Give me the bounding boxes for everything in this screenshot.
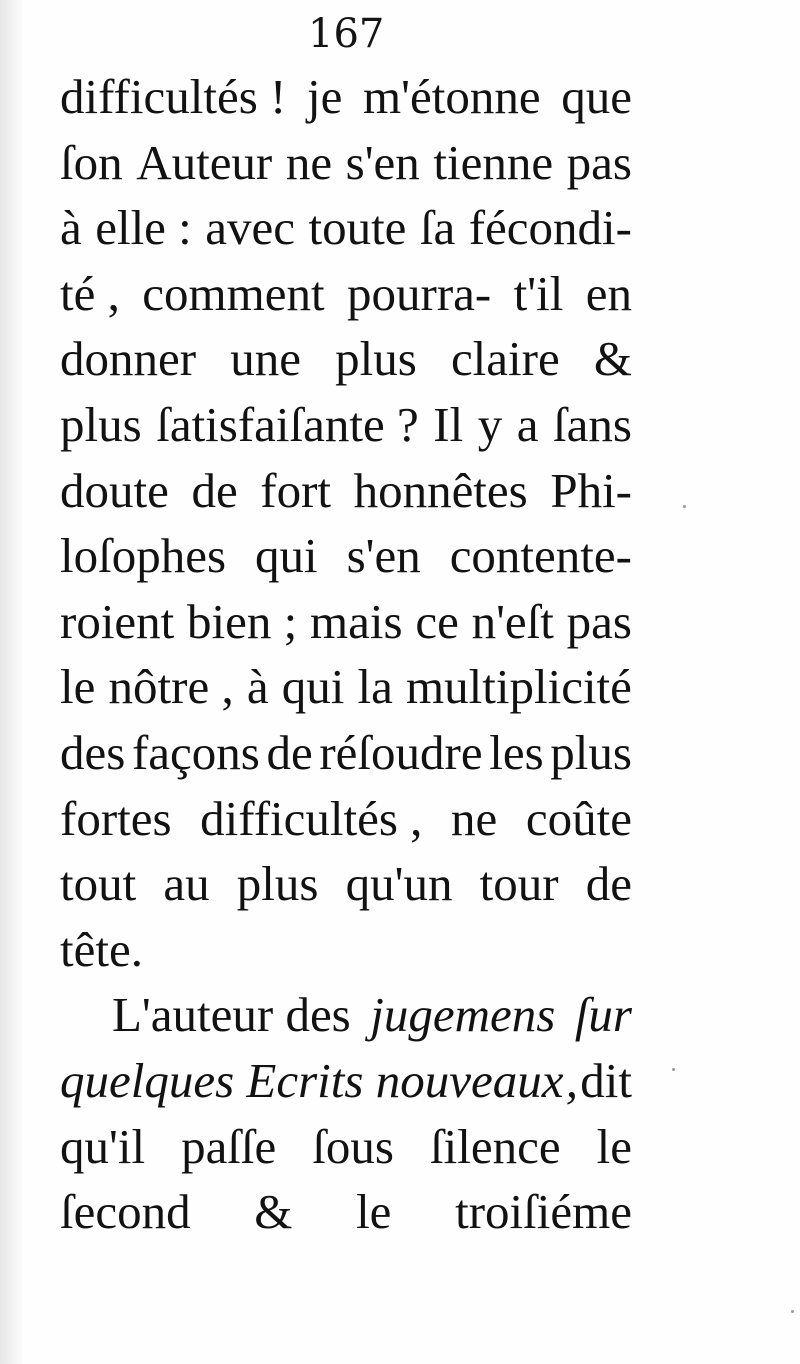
word: pas xyxy=(566,134,632,190)
word: une xyxy=(230,331,301,387)
word: ſatisfaiſante ? xyxy=(156,396,419,452)
word: ſans xyxy=(553,396,632,452)
text-line xyxy=(60,1114,632,1180)
word: réſoudre xyxy=(319,724,483,780)
word: toute xyxy=(308,200,407,256)
text-line xyxy=(60,589,632,655)
word: façons xyxy=(131,724,260,780)
word: té , xyxy=(60,265,120,321)
word: tête. xyxy=(60,921,143,977)
word: qu'il xyxy=(60,1118,146,1174)
text-line xyxy=(60,720,632,786)
text-line xyxy=(60,261,632,327)
word: ne xyxy=(285,134,333,190)
word: au xyxy=(163,856,210,912)
word: de xyxy=(585,856,632,912)
word: des xyxy=(60,724,126,780)
word: s'en xyxy=(345,134,420,190)
text-line xyxy=(60,1048,632,1114)
word: tour xyxy=(479,856,559,912)
word: à xyxy=(60,200,82,256)
text-line xyxy=(60,392,632,458)
word: plus xyxy=(60,396,142,452)
text-segment: dit xyxy=(580,1052,632,1108)
word: je xyxy=(307,69,343,124)
word: y xyxy=(477,396,503,452)
word: ſecond xyxy=(60,1184,191,1240)
word: nôtre , xyxy=(108,659,234,715)
word: contente- xyxy=(449,528,632,584)
word: qui xyxy=(281,659,345,715)
word: elle : xyxy=(95,200,192,256)
word: mais xyxy=(310,593,403,649)
word: t'il xyxy=(513,265,564,321)
text-line xyxy=(60,458,632,524)
word: la xyxy=(357,659,393,715)
word: à xyxy=(246,659,269,715)
text-line xyxy=(60,851,632,917)
italic-segment: jugemens xyxy=(370,987,556,1043)
text-line xyxy=(60,326,632,392)
body-text xyxy=(60,64,632,1245)
word: avec xyxy=(205,200,295,256)
text-line xyxy=(60,1179,632,1245)
word: s'en xyxy=(346,528,421,584)
word: Auteur xyxy=(136,134,273,190)
paper-speck xyxy=(672,1068,675,1071)
word: m'étonne xyxy=(363,69,541,124)
word: ſous xyxy=(312,1118,394,1174)
word: difficultés ! xyxy=(60,69,287,124)
word: de xyxy=(191,462,238,518)
text-segment: L'auteur des xyxy=(112,987,351,1043)
word: a xyxy=(516,396,539,452)
page-number: 167 xyxy=(308,11,385,57)
word: honnêtes xyxy=(353,462,528,518)
text-line xyxy=(60,195,632,261)
word: le xyxy=(596,1118,632,1174)
word: Phi- xyxy=(550,462,632,518)
paragraph-2 xyxy=(60,982,632,1244)
word: doute xyxy=(60,462,169,518)
text-line xyxy=(60,654,632,720)
paper-speck xyxy=(791,1310,794,1313)
word: plus xyxy=(550,724,632,780)
text-line xyxy=(60,523,632,589)
word: fortes xyxy=(60,790,172,846)
word: le xyxy=(356,1184,392,1240)
word: en xyxy=(585,265,632,321)
word: difficultés , xyxy=(200,790,423,846)
word: claire xyxy=(450,331,560,387)
text-line xyxy=(60,786,632,852)
word: tout xyxy=(60,856,137,912)
word: tienne xyxy=(433,134,554,190)
word: que xyxy=(561,69,632,124)
word: comment xyxy=(142,265,325,321)
word: & xyxy=(593,331,632,387)
italic-segment: quelques Ecrits nouveaux xyxy=(60,1052,564,1108)
word: donner xyxy=(60,331,197,387)
word: roient xyxy=(60,593,175,649)
word: coûte xyxy=(525,790,632,846)
text-line xyxy=(60,917,632,983)
paper-speck xyxy=(683,505,686,508)
word: ce xyxy=(415,593,459,649)
word: fécondi- xyxy=(468,200,632,256)
word: plus xyxy=(335,331,417,387)
word: paſſe xyxy=(181,1118,277,1174)
word: & xyxy=(254,1184,293,1240)
word: loſophes xyxy=(60,528,227,584)
word: ne xyxy=(451,790,498,846)
word: troiſiéme xyxy=(455,1184,632,1240)
text-line xyxy=(60,64,632,130)
word: le xyxy=(60,659,96,715)
word: Il xyxy=(433,396,464,452)
word: n'eſt xyxy=(471,593,554,649)
word: pas xyxy=(566,593,632,649)
text-line xyxy=(60,982,632,1048)
word: les xyxy=(489,724,544,780)
paragraph-1 xyxy=(60,64,632,982)
word: qui xyxy=(255,528,318,584)
italic-segment: , xyxy=(565,1052,578,1108)
italic-segment: ſur xyxy=(574,987,632,1043)
word: fort xyxy=(260,462,331,518)
word: ſilence xyxy=(429,1118,561,1174)
gutter-shadow xyxy=(0,0,22,1364)
word: qu'un xyxy=(345,856,453,912)
word: bien ; xyxy=(187,593,298,649)
word: pourra- xyxy=(347,265,492,321)
word: de xyxy=(266,724,313,780)
word: multiplicité xyxy=(406,659,632,715)
word: ſon xyxy=(60,134,123,190)
word: ſa xyxy=(419,200,456,256)
text-line xyxy=(60,130,632,196)
word: plus xyxy=(236,856,319,912)
